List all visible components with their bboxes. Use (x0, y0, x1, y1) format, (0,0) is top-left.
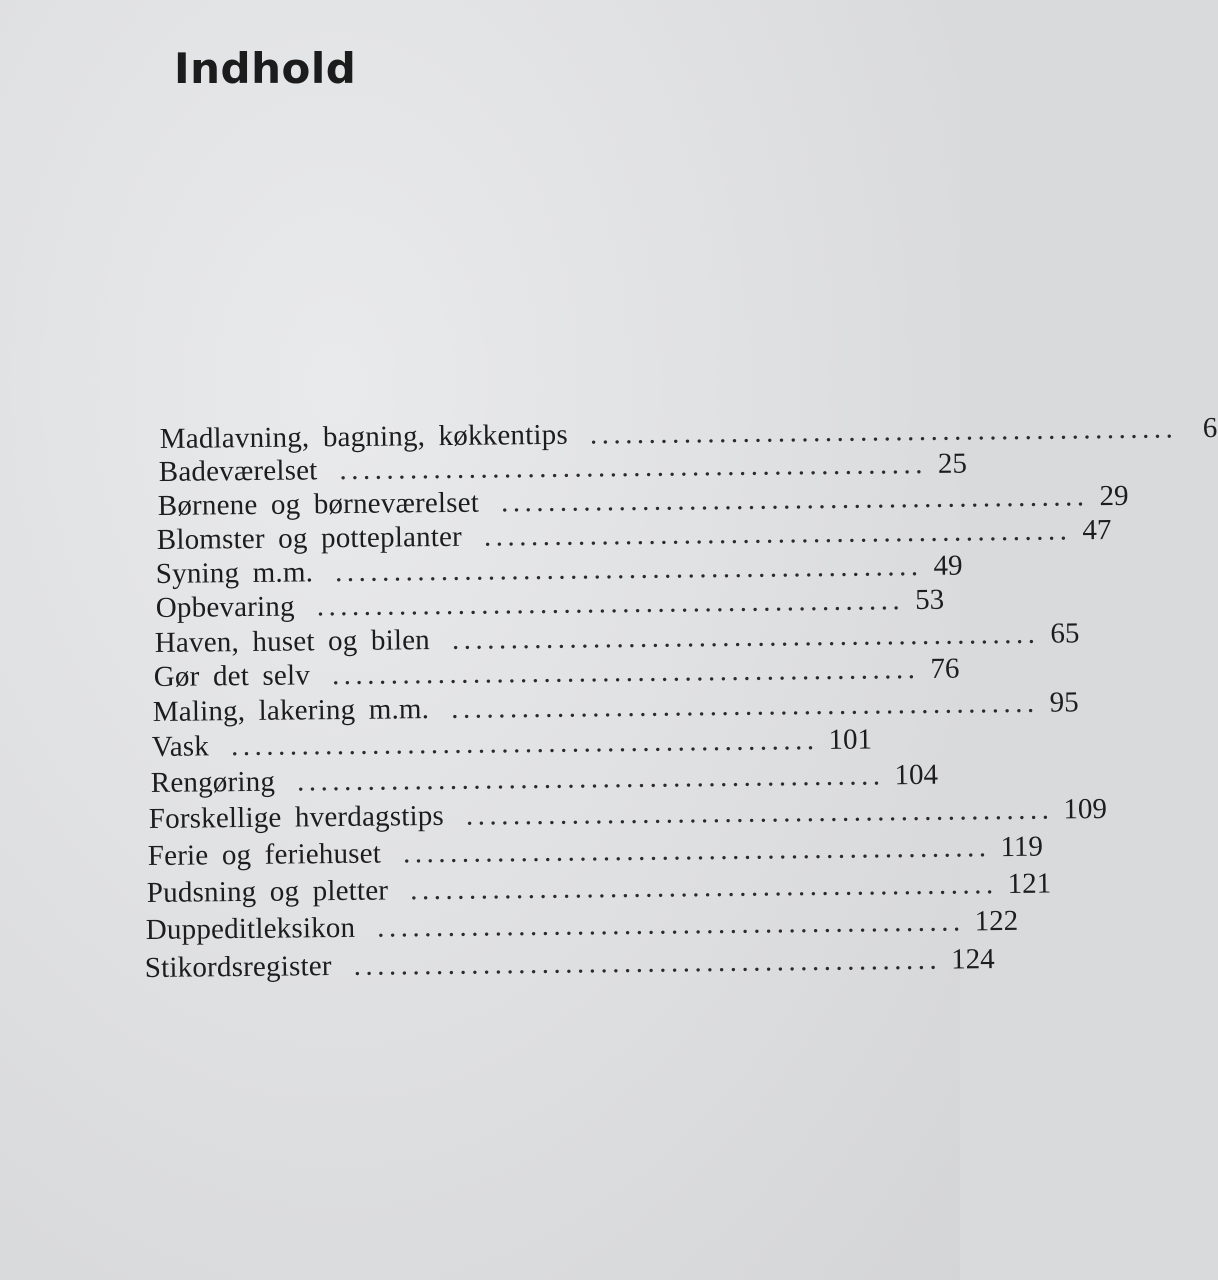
toc-entry (144, 942, 995, 985)
toc-entry (145, 904, 1019, 947)
toc-entry-page: 122 (974, 904, 1019, 938)
toc-entry-title: Madlavning, bagning, køkkentips (159, 418, 569, 456)
toc-leader-dots: .................................................. (331, 652, 920, 692)
toc-leader-dots: .................................................. (353, 943, 942, 982)
toc-entry-page: 76 (930, 652, 960, 685)
toc-entry (146, 867, 1052, 910)
toc-entry-title: Pudsning og pletter (146, 874, 389, 910)
toc-entry-title: Badeværelset (158, 454, 318, 489)
toc-leader-dots: .................................................. (500, 480, 1089, 519)
toc-leader-dots: .................................................. (377, 905, 965, 944)
toc-entry-title: Stikordsregister (144, 950, 332, 985)
toc-entry (148, 792, 1108, 836)
toc-entry-title: Syning m.m. (155, 556, 314, 591)
toc-entry-title: Gør det selv (153, 659, 311, 694)
toc-entry-page: 25 (937, 447, 968, 480)
toc-entry-page: 47 (1082, 514, 1112, 547)
toc-entry-page: 104 (894, 758, 939, 792)
toc-entry-title: Børnene og børneværelset (157, 486, 480, 523)
page-title: Indhold (174, 44, 357, 93)
toc-entry-title: Rengøring (150, 765, 276, 800)
toc-entry-page: 101 (828, 723, 873, 756)
toc-leader-dots: .................................................. (230, 724, 819, 763)
toc-leader-dots: .................................................. (465, 793, 1054, 832)
toc-leader-dots: .................................................. (334, 549, 923, 589)
toc-entry-page: 121 (1007, 867, 1052, 900)
toc-entry-page: 124 (950, 943, 995, 976)
toc-entry-page: 95 (1049, 686, 1079, 719)
toc-leader-dots: .................................................. (483, 514, 1072, 553)
toc-leader-dots: .................................................. (402, 831, 991, 870)
toc-entry-page: 6 (1202, 411, 1218, 445)
toc-entry-page: 119 (1000, 830, 1044, 864)
toc-entry-title: Haven, huset og bilen (154, 624, 431, 660)
toc-leader-dots: .................................................. (589, 412, 1178, 451)
toc-entry-title: Vask (151, 730, 210, 764)
toc-leader-dots: .................................................. (296, 759, 885, 798)
toc-leader-dots: .................................................. (450, 686, 1039, 725)
toc-entry-title: Blomster og potteplanter (156, 520, 463, 557)
toc-entry (147, 830, 1044, 873)
toc-leader-dots: .................................................. (316, 584, 905, 623)
toc-entry-page: 109 (1063, 792, 1108, 826)
toc-leader-dots: .................................................. (339, 447, 928, 487)
toc-entry-page: 53 (915, 583, 945, 617)
toc-leader-dots: .................................................. (409, 868, 998, 907)
toc-entry-title: Ferie og feriehuset (147, 837, 382, 873)
toc-entry-title: Opbevaring (155, 590, 295, 625)
toc-entry-page: 65 (1050, 617, 1080, 650)
toc-entry-page: 49 (933, 549, 963, 582)
toc-entry-title: Duppeditleksikon (145, 911, 356, 947)
toc-entry-page: 29 (1099, 479, 1129, 513)
toc-leader-dots: .................................................. (451, 617, 1040, 656)
toc-entry-title: Maling, lakering m.m. (152, 693, 430, 729)
toc-entry-title: Forskellige hverdagstips (148, 799, 445, 836)
